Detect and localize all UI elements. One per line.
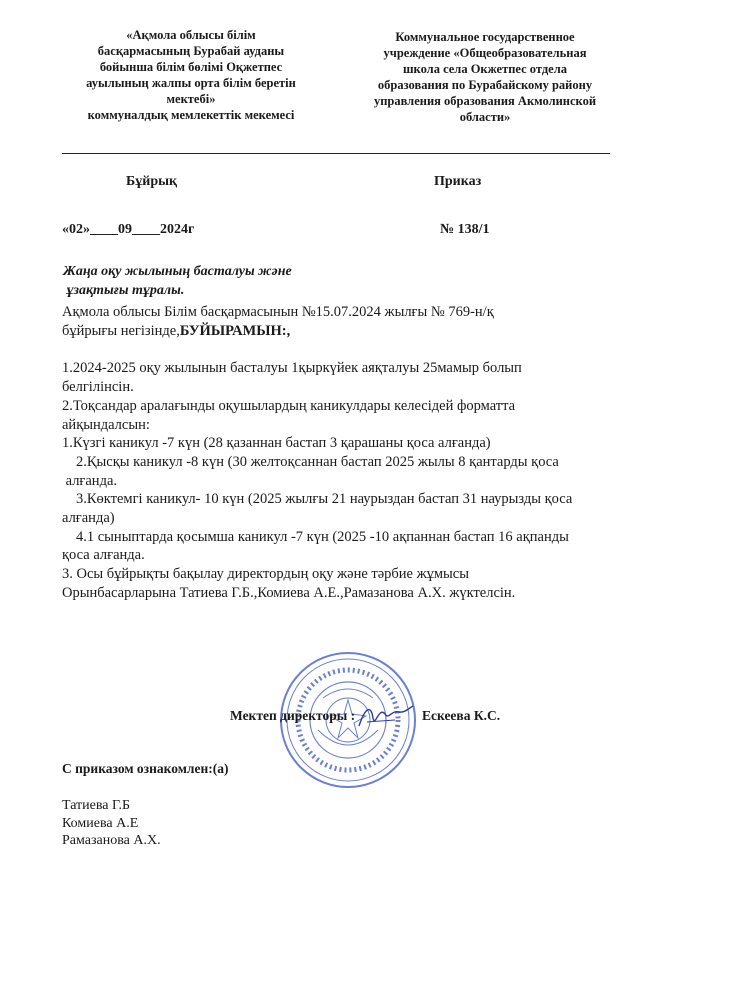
acknowledgement-label: С приказом ознакомлен:(а) [62,761,229,776]
ack-name: Татиева Г.Б [62,798,131,813]
item-line: 3.Көктемгі каникул- 10 күн (2025 жылғы 21 наурыздан бастап 31 наурызды қоса [76,491,573,508]
header-right-line: школа села Окжетпес отдела [403,62,567,76]
item-line: белгілінсін. [62,379,134,396]
header-right-line: учреждение «Общеобразовательная [383,46,587,60]
subject-line: ұзақтығы тұралы. [63,283,185,298]
doc-subject [63,262,292,300]
header-left-line: ауылының жалпы орта білім беретін [86,76,296,90]
item-line: 1.Күзгі каникул -7 күн (28 қазаннан бастап 3 қарашаны қоса алғанда) [62,435,491,452]
header-left-line: бойынша білім бөлімі Оқжетпес [99,60,283,74]
item-line: 2.Қысқы каникул -8 күн (30 желтоқсаннан бастап 2025 жылы 8 қантарды қоса [76,453,559,470]
item-line: Орынбасарларына Татиева Г.Б.,Комиева А.Е.,Рамазанова А.Х. жүктелсін. [62,584,516,601]
header-left-line: басқармасының Бурабай ауданы [97,44,285,58]
doc-title-kz: Бұйрық [126,174,178,189]
header-left-line: «Ақмола облысы білім [126,28,256,42]
item-line: алғанда) [62,510,115,527]
header-left-line: мектебі» [166,92,216,106]
doc-title-ru: Приказ [434,174,482,189]
basis-line: Ақмола облысы Білім басқармасынын №15.07.2024 жылғы № 769-н/қ [62,304,494,320]
doc-number: № 138/1 [440,222,490,237]
item-line: 4.1 сыныптарда қосымша каникул -7 күн (2025 -10 ақпаннан бастап 16 ақпанды [76,528,569,545]
header-right-line: образования по Бурабайскому району [377,78,593,92]
item-line: алғанда. [62,472,118,489]
header-right-ru [335,29,635,125]
subject-line: Жаңа оқу жылының басталуы және [63,264,292,279]
item-line: 3. Осы бұйрықты бақылау директордың оқу және тәрбие жұмысы [62,566,469,583]
signature-label: Мектеп директоры : [230,708,356,723]
header-divider [62,153,610,154]
signature-name: Ескеева К.С. [422,708,501,723]
header-left-kz [60,27,322,123]
order-word: БУЙЫРАМЫН:, [179,322,291,339]
basis-prefix: бұйрығы негізінде, [62,322,180,339]
ack-name: Комиева А.Е [62,815,139,831]
doc-date: «02»____09____2024г [62,222,195,237]
header-right-line: Коммунальное государственное [395,30,575,44]
header-left-line: коммуналдық мемлекеттік мекемесі [87,108,295,122]
ack-name: Рамазанова А.Х. [62,833,161,848]
item-line: қоса алғанда. [62,547,145,564]
item-line: 1.2024-2025 оқу жылынын басталуы 1қыркүйек аяқталуы 25мамыр болып [62,360,522,377]
signature-row [230,708,530,724]
basis-line [62,322,672,341]
item-line: 2.Тоқсандар аралағынды оқушылардың каникулдары келесідей форматта [62,397,516,414]
header-right-line: управления образования Акмолинской [373,94,597,108]
item-line: айқындалсын: [62,416,150,433]
acknowledgement-names [62,797,161,850]
header-right-line: области» [459,110,511,124]
doc-body [62,303,672,603]
